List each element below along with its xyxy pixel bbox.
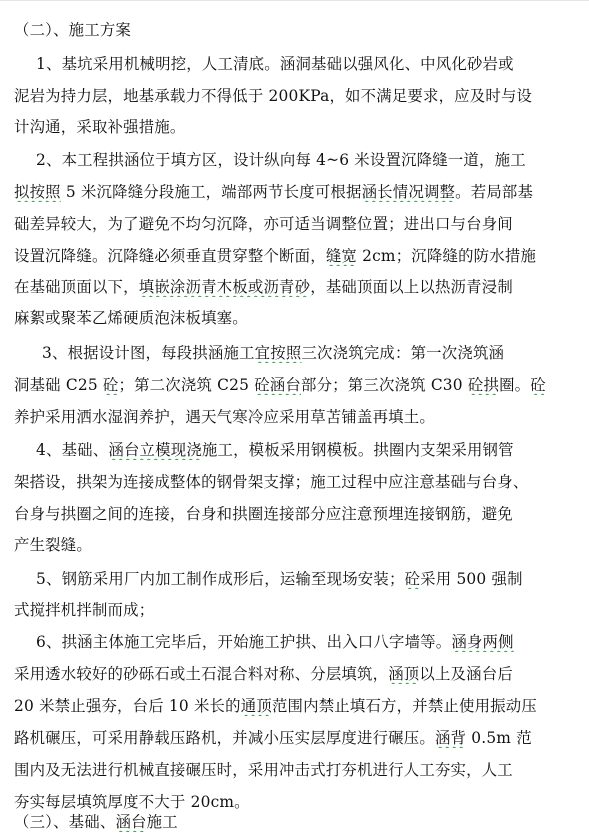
spellcheck-underline: 砼 [530,376,546,394]
text-run: 三次浇筑完成：第一次浇筑涵 [301,344,505,362]
text-run: 施工，模板采用钢模板。拱圈内支架采用钢管 [201,441,514,459]
spellcheck-underline: 砼 [102,376,119,394]
paragraph-5-line-2: 式搅拌机拌制而成； [14,601,155,619]
paragraph-3-line-2 [14,375,589,395]
text-run: 2cm；沉降缝的防水措施 [357,247,537,265]
spellcheck-underline: 通顶 [240,697,272,715]
spellcheck-underline: 涵台 [115,813,147,831]
spellcheck-underline: 涵台立模现浇 [108,441,202,459]
text-run: ，基础顶面以上以热沥青浸制 [310,278,513,296]
section-heading-2: （二）、施工方案 [14,21,132,39]
text-run: 路机碾压，可采用静载压路机，并减小压实层厚度进行碾压。 [14,729,435,747]
spellcheck-underline: 砼拱 [467,376,500,394]
text-run: 20 米禁止强夯，台后 10 米长的 [14,697,241,715]
section-heading-3 [14,812,589,832]
paragraph-2-line-1: 2、本工程拱涵位于填方区，设计纵向每 4~6 米设置沉降缝一道，施工 [36,151,526,169]
paragraph-1-line-1: 1、基坑采用机械明挖，人工清底。涵洞基础以强风化、中风化砂岩或 [36,55,514,73]
paragraph-6-line-6: 夯实每层填筑厚度不大于 20cm。 [14,793,250,811]
text-run: 6、拱涵主体施工完毕后，开始施工护拱、出入口八字墙等。 [36,633,452,651]
text-run: 在基础顶面以下， [14,278,139,296]
paragraph-4-line-1 [36,440,589,460]
text-run: 以上及涵台后 [419,665,513,683]
paragraph-3-line-3: 养护采用洒水湿润养护，遇天气寒冷应采用草苫铺盖再填土。 [14,408,435,426]
paragraph-6-line-3 [14,696,589,716]
text-run: 5、钢筋采用厂内加工制作成形后，运输至现场安装； [36,570,405,588]
paragraph-5-line-1 [36,569,589,589]
spellcheck-underline: 缝宽 [325,247,358,265]
text-run: 5 米沉降缝分段施工，端部两节长度可根据 [60,183,362,201]
paragraph-6-line-2 [14,664,589,684]
text-run: 采用 500 强制 [420,570,523,588]
paragraph-2-line-4 [14,246,589,266]
text-run: 3、根据设计图，每段拱涵施工 [42,344,255,362]
paragraph-1-line-2: 泥岩为持力层，地基承载力不得低于 200KPa，如不满足要求，应及时与设 [14,87,533,105]
spellcheck-underline: 填嵌涂沥青木板或沥青砂 [138,278,311,296]
spellcheck-underline: 涵长情况调整 [361,183,456,201]
paragraph-2-line-5 [14,277,589,297]
paragraph-6-line-5: 围内及无法进行机械直接碾压时，采用冲击式打夯机进行人工夯实，人工 [14,761,513,779]
paragraph-3-line-1 [42,343,589,363]
text-run: 范围内禁止填石方，并禁止使用振动压 [271,697,537,715]
spellcheck-underline: 涵背 [434,729,467,747]
text-run: 。若局部基 [455,183,534,201]
paragraph-2-line-2 [14,182,589,202]
text-run: ；第二次浇筑 C25 [118,376,255,394]
text-run: 圈。 [499,376,531,394]
text-run: 采用透水较好的砂砾石或土石混合料对称、分层填筑， [14,665,389,683]
text-run: （三）、基础、 [14,813,116,831]
text-run: 洞基础 C25 [14,376,103,394]
text-run: 4、基础、 [36,441,109,459]
text-run: 设置沉降缝。沉降缝必须垂直贯穿整个断面， [14,247,326,265]
paragraph-2-line-6: 麻絮或聚苯乙烯硬质泡沫板填塞。 [14,309,248,327]
spellcheck-underline: 涵身两侧 [451,633,514,651]
spellcheck-underline: 拟按照 [14,183,61,201]
paragraph-2-line-3: 础差异较大，为了避免不均匀沉降，亦可适当调整位置；进出口与台身间 [14,215,513,233]
paragraph-4-line-2: 架搭设，拱架为连接成整体的钢骨架支撑；施工过程中应注意基础与台身、 [14,473,529,491]
paragraph-4-line-4: 产生裂缝。 [14,536,92,554]
text-run: 0.5m 范 [466,729,532,747]
spellcheck-underline: 涵顶 [388,665,420,683]
paragraph-6-line-4 [14,728,589,748]
spellcheck-underline: 砼 [404,570,421,588]
text-run: 施工 [146,813,178,831]
spellcheck-underline: 宜按照 [254,344,302,362]
text-run: 部分；第三次浇筑 C30 [301,376,468,394]
paragraph-4-line-3: 台身与拱圈之间的连接，台身和拱圈连接部分应注意预埋连接钢筋，避免 [14,505,513,523]
paragraph-6-line-1 [36,632,589,652]
paragraph-1-line-3: 计沟通，采取补强措施。 [14,118,186,136]
spellcheck-underline: 砼涵台 [254,376,301,394]
page-top-border [0,0,589,1]
